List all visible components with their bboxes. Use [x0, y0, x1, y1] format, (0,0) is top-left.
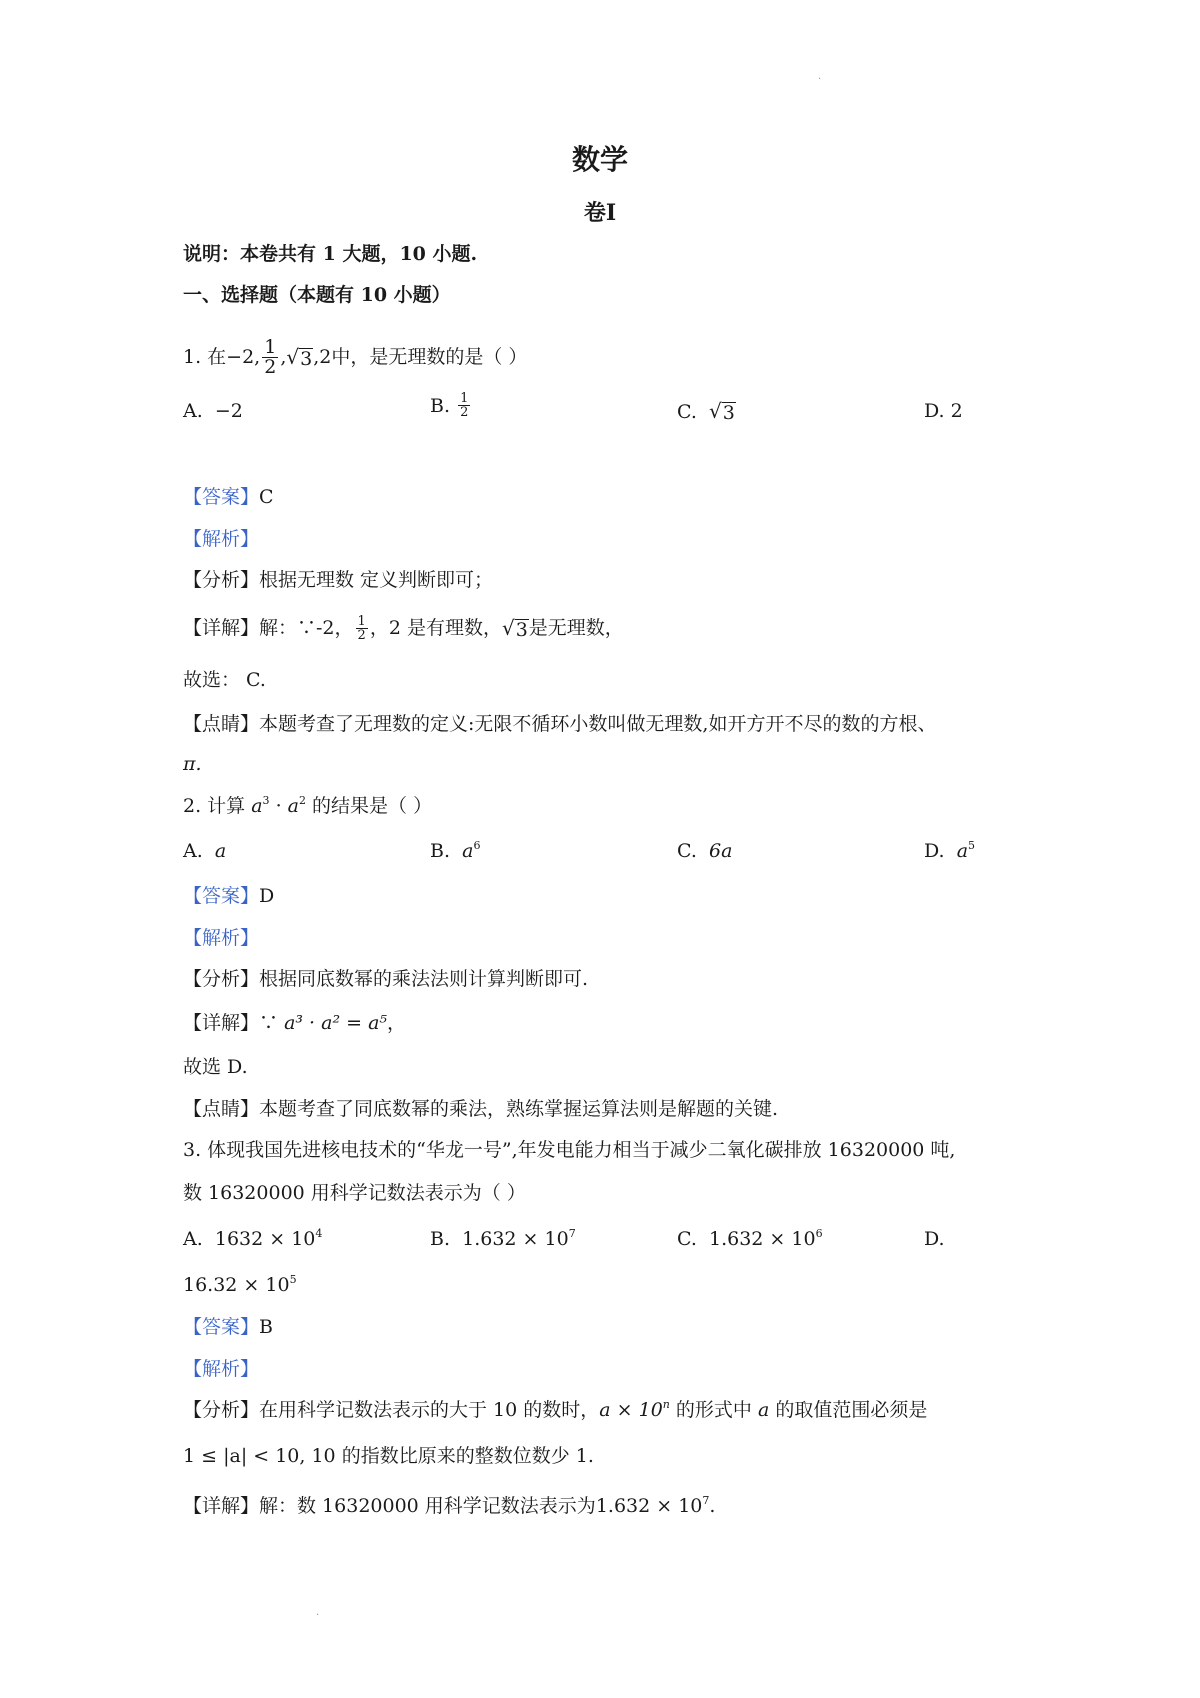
- q1-dianjing: [183, 711, 936, 737]
- q3-option-a: [183, 1226, 322, 1252]
- option-value: −2: [214, 400, 243, 422]
- xiangjie-expression: a³ · a² = a⁵: [284, 1012, 388, 1034]
- option-value: 6a: [709, 840, 733, 862]
- question-3-stem-cont: 数 16320000 用科学记数法表示为（ ）: [183, 1182, 526, 1204]
- fenxi-text: 的取值范围必须是: [769, 1399, 928, 1421]
- exponent: 5: [289, 1273, 297, 1286]
- option-label: B.: [430, 394, 451, 417]
- xiangjie-text: .: [709, 1495, 716, 1517]
- sqrt-content: 3: [300, 348, 313, 371]
- fenxi-tag: 【分析】: [183, 1399, 260, 1421]
- fenxi-tag: 【分析】: [183, 968, 260, 990]
- q2-suffix: 的结果是（ ）: [306, 795, 433, 817]
- exponent: 3: [262, 794, 270, 807]
- q1-suffix: 中，是无理数的是（ ）: [331, 346, 528, 368]
- q3-option-c: [677, 1226, 823, 1252]
- page-title: 数学: [571, 143, 628, 176]
- scan-dot: ·: [316, 1610, 320, 1621]
- fraction-numerator: 1: [460, 391, 469, 406]
- fenxi-text: 根据同底数幂的乘法法则计算判断即可.: [259, 968, 589, 990]
- q3-option-d: [924, 1226, 945, 1252]
- exponent: 7: [702, 1494, 710, 1507]
- q2-dianjing: [183, 1096, 778, 1122]
- q3-fenxi-cont: 1 ≤ |a| < 10, 10 的指数比原来的整数位数少 1.: [183, 1445, 594, 1467]
- q1-answer: [183, 484, 274, 510]
- option-value: 1.632 × 10: [709, 1228, 816, 1250]
- q3-fenxi: [183, 1397, 927, 1423]
- xiangjie-tag: 【详解】: [183, 1012, 260, 1034]
- option-label: D.: [924, 840, 945, 862]
- exponent: n: [662, 1398, 670, 1411]
- xiangjie-text: 是无理数，: [528, 617, 624, 639]
- q2-prefix: 2. 计算: [183, 795, 252, 817]
- answer-tag: 【答案】: [183, 486, 260, 508]
- fenxi-expression: a × 10: [599, 1399, 663, 1421]
- option-label: C.: [677, 401, 697, 423]
- fenxi-tag: 【分析】: [183, 569, 260, 591]
- fraction-numerator: 1: [264, 335, 277, 358]
- answer-value: C: [259, 486, 274, 508]
- xiangjie-fraction: [356, 615, 368, 642]
- fraction-denominator: 2: [357, 627, 366, 643]
- fraction-denominator: 2: [264, 355, 277, 378]
- xiangjie-text: ∵: [259, 1012, 285, 1034]
- q2-option-b: [430, 838, 480, 864]
- fraction-numerator: 1: [357, 613, 366, 629]
- question-2-stem: [183, 793, 432, 819]
- xiangjie-text: ，: [387, 1012, 407, 1034]
- q3-option-b: [430, 1226, 576, 1252]
- exponent: 4: [315, 1227, 323, 1240]
- q1-analysis-tag: 【解析】: [183, 528, 260, 550]
- option-label: A.: [183, 400, 203, 422]
- instructions: 说明：本卷共有 1 大题，10 小题.: [183, 243, 478, 265]
- option-sqrt: √ 3: [709, 399, 735, 425]
- q3-analysis-tag: 【解析】: [183, 1358, 260, 1380]
- q1-dianjing-cont: π.: [183, 753, 202, 775]
- option-value: a: [956, 840, 969, 862]
- q2-choice: 故选 D.: [183, 1056, 248, 1078]
- dianjing-text: 本题考查了无理数的定义:无限不循环小数叫做无理数,如开方开不尽的数的方根、: [259, 713, 937, 735]
- q1-fraction: [262, 335, 278, 378]
- xiangjie-text: 解：∵-2，: [259, 617, 354, 639]
- option-label: A.: [183, 840, 203, 862]
- exponent: 7: [568, 1227, 576, 1240]
- scan-dot: ·: [818, 74, 822, 85]
- math-var: a: [287, 795, 299, 817]
- q1-fenxi: [183, 567, 493, 593]
- option-label: D.: [924, 1228, 945, 1250]
- xiangjie-text: ，2 是有理数，: [369, 617, 502, 639]
- q3-option-d-value: [183, 1272, 297, 1298]
- q1-xiangjie: [183, 610, 624, 646]
- q1-sqrt: √ 3: [286, 345, 313, 371]
- answer-tag: 【答案】: [183, 1316, 260, 1338]
- q2-option-c: [677, 838, 732, 864]
- option-value: 1632 × 10: [214, 1228, 316, 1250]
- q1-option-d: [924, 398, 963, 424]
- option-value: 1.632 × 10: [462, 1228, 569, 1250]
- q2-option-a: [183, 838, 226, 864]
- dianjing-tag: 【点睛】: [183, 713, 260, 735]
- math-var: a: [251, 795, 263, 817]
- q3-answer: [183, 1314, 273, 1340]
- dianjing-text: 本题考查了同底数幂的乘法，熟练掌握运算法则是解题的关键.: [259, 1098, 779, 1120]
- sqrt-content: 3: [515, 619, 528, 642]
- question-3-stem: 3. 体现我国先进核电技术的“华龙一号”,年发电能力相当于减少二氧化碳排放 16320000 吨,: [183, 1139, 956, 1161]
- q1-number: ,2: [313, 346, 332, 368]
- math-dot: ·: [269, 795, 288, 817]
- option-label: C.: [677, 1228, 697, 1250]
- sqrt-content: 3: [722, 402, 735, 425]
- q1-option-a: [183, 398, 243, 424]
- exponent: 5: [968, 839, 976, 852]
- q2-analysis-tag: 【解析】: [183, 927, 260, 949]
- fenxi-text: 在用科学记数法表示的大于 10 的数时，: [259, 1399, 600, 1421]
- q2-fenxi: [183, 966, 588, 992]
- answer-value: D: [259, 885, 275, 907]
- xiangjie-text: 解：数 16320000 用科学记数法表示为: [259, 1495, 596, 1517]
- option-label: D.: [924, 400, 945, 422]
- xiangjie-tag: 【详解】: [183, 1495, 260, 1517]
- fenxi-text: 根据无理数 定义判断即可；: [259, 569, 494, 591]
- q1-number: −2,: [226, 346, 261, 368]
- section-title: 一、选择题（本题有 10 小题）: [183, 284, 451, 306]
- page-subtitle: 卷Ⅰ: [583, 200, 617, 226]
- q2-answer: [183, 883, 274, 909]
- exponent: 2: [299, 794, 306, 807]
- option-label: B.: [430, 1228, 451, 1250]
- xiangjie-tag: 【详解】: [183, 617, 260, 639]
- math-var: a: [757, 1399, 770, 1421]
- option-value: 2: [950, 400, 963, 422]
- option-label: C.: [677, 840, 697, 862]
- option-label: A.: [183, 1228, 203, 1250]
- fenxi-text: 的形式中: [669, 1399, 758, 1421]
- q1-option-b: [430, 392, 472, 419]
- answer-value: B: [259, 1316, 273, 1338]
- option-value: a: [214, 840, 227, 862]
- exponent: 6: [815, 1227, 823, 1240]
- q1-option-c: [677, 398, 736, 425]
- q1-choice: 故选： C.: [183, 669, 266, 691]
- option-label: B.: [430, 840, 451, 862]
- q3-xiangjie: [183, 1493, 715, 1519]
- option-fraction: [458, 392, 470, 419]
- dianjing-tag: 【点睛】: [183, 1098, 260, 1120]
- option-value: a: [462, 840, 474, 862]
- option-value: 16.32 × 10: [183, 1274, 290, 1296]
- answer-tag: 【答案】: [183, 885, 260, 907]
- xiangjie-expression: 1.632 × 10: [595, 1495, 703, 1517]
- q1-prefix: 1. 在: [183, 346, 227, 368]
- xiangjie-sqrt: √ 3: [501, 616, 528, 642]
- fraction-denominator: 2: [460, 405, 469, 420]
- exponent: 6: [473, 839, 481, 852]
- q2-option-d: [924, 838, 975, 864]
- q1-separator: ,: [280, 346, 287, 368]
- q2-xiangjie: [183, 1010, 406, 1036]
- question-1-stem: [183, 334, 527, 380]
